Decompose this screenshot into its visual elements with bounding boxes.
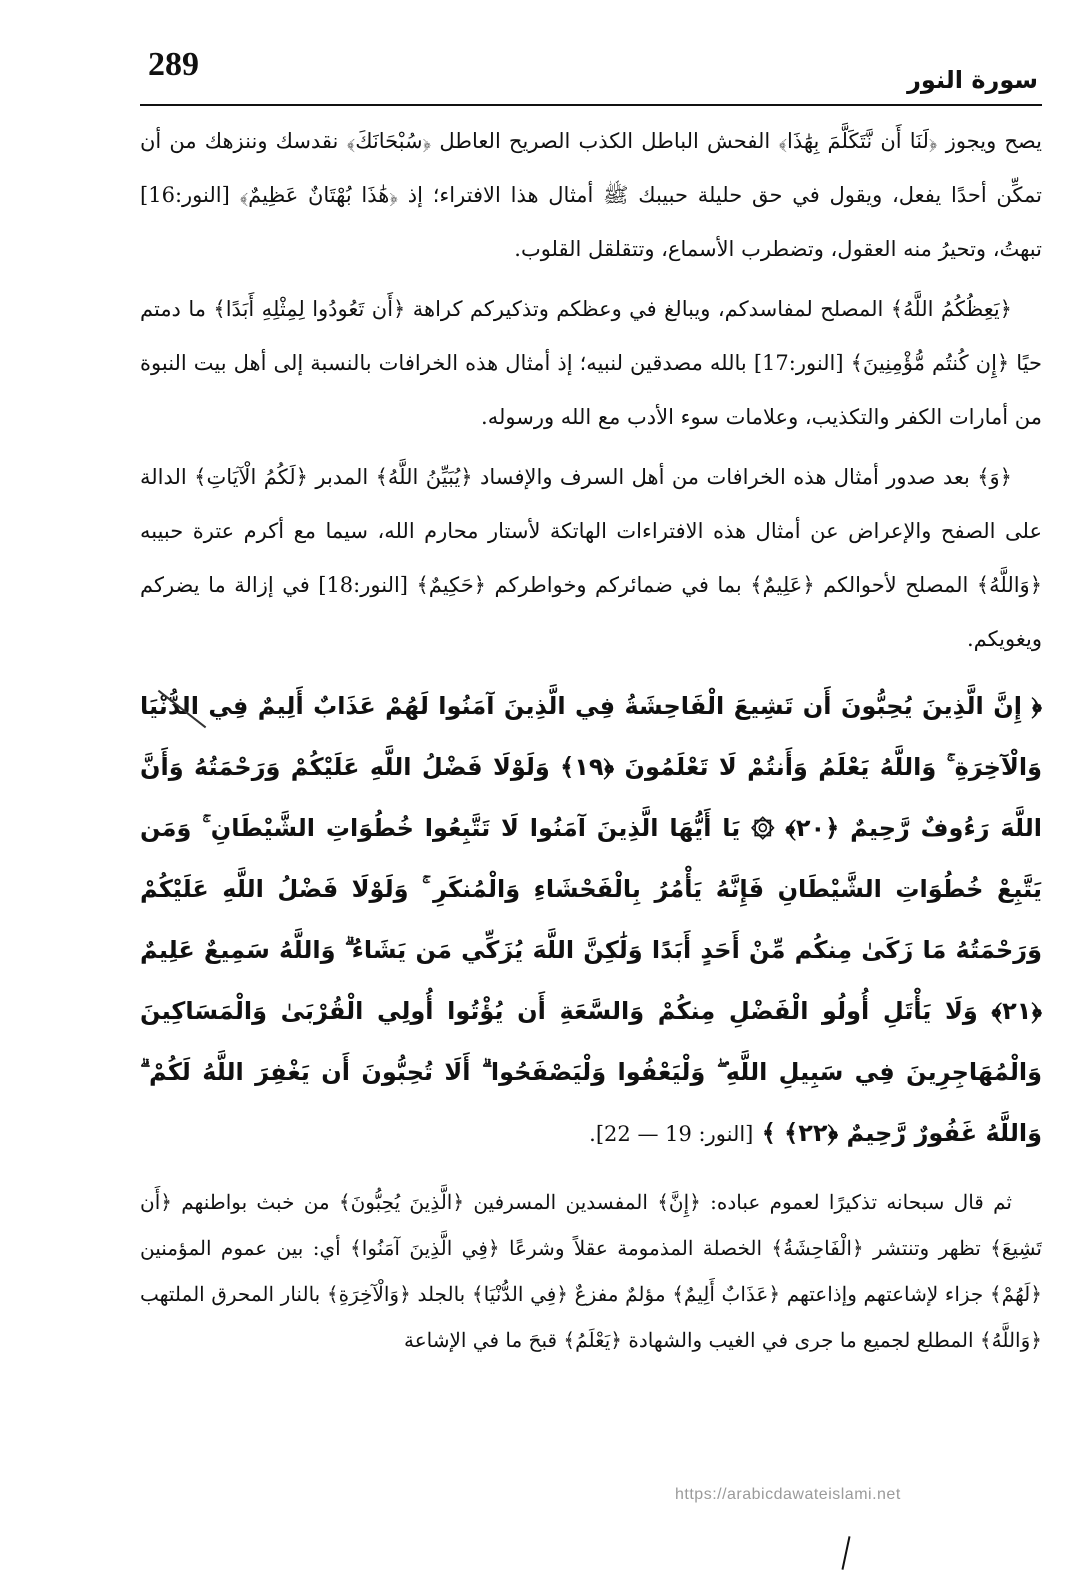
quran-verses-block (140, 676, 1042, 1165)
header-rule (140, 104, 1042, 106)
bottom-stroke (841, 1536, 850, 1570)
paragraph-2: ﴿يَعِظُكُمُ اللَّهُ﴾ المصلح لمفاسدكم، ويبالغ في وعظكم وتذكيركم كراهة ﴿أَن تَعُودُوا لِمِثْلِهِ أَبَدًا﴾ ما دمتم حيًا ﴿إِن كُنتُم مُّؤْمِنِينَ﴾ [النور:17] بالله مصدقين لنبيه؛ إذ أمثال هذه الخرافات بالنسبة إلى أهل بيت النبوة من أمارات الكفر والتكذيب، وعلامات سوء الأدب مع الله ورسوله. (140, 297, 1042, 429)
watermark: https://arabicdawateislami.net (675, 1486, 901, 1503)
paragraph-1: يصح ويجوز ﴿لَنَا أَن نَّتَكَلَّمَ بِهَٰذَا﴾ الفحش الباطل الكذب الصريح العاطل ﴿سُبْحَانَكَ﴾ نقدسك وننزهك من أن تمكِّن أحدًا يفعل، ويقول في حق حليلة حبيبك ﷺ أمثال هذا الافتراء؛ إذ ﴿هَٰذَا بُهْتَانٌ عَظِيمٌ﴾ [النور:16] تبهتُ، وتحيرُ منه العقول، وتضطرب الأسماع، وتتقلقل القلوب. (140, 129, 1042, 261)
surah-title: سورة النور (907, 66, 1038, 94)
commentary-paragraph: ثم قال سبحانه تذكيرًا لعموم عباده: ﴿إِنَّ﴾ المفسدين المسرفين ﴿الَّذِينَ يُحِبُّونَ﴾ من خبث بواطنهم ﴿أَن تَشِيعَ﴾ تظهر وتنتشر ﴿الْفَاحِشَةُ﴾ الخصلة المذمومة عقلاً وشرعًا ﴿فِي الَّذِينَ آمَنُوا﴾ أي: بين عموم المؤمنين ﴿لَهُمْ﴾ جزاء لإشاعتهم وإذاعتهم ﴿عَذَابٌ أَلِيمٌ﴾ مؤلمٌ مفزعٌ ﴿فِي الدُّنْيَا﴾ بالجلد ﴿وَالْآخِرَةِ﴾ بالنار المحرق الملتهب ﴿وَاللَّهُ﴾ المطلع لجميع ما جرى في الغيب والشهادة ﴿يَعْلَمُ﴾ قبحَ ما في الإشاعة (140, 1190, 1042, 1352)
page-number: 289 (148, 46, 199, 83)
page-body (140, 114, 1042, 1481)
paragraph-3: ﴿وَ﴾ بعد صدور أمثال هذه الخرافات من أهل السرف والإفساد ﴿يُبَيِّنُ اللَّهُ﴾ المدبر ﴿لَكُمُ الْآيَاتِ﴾ الدالة على الصفح والإعراض عن أمثال هذه الافتراءات الهاتكة لأستار محارم الله، سيما مع أكرم عترة حبيبه ﴿وَاللَّهُ﴾ المصلح لأحوالكم ﴿عَلِيمٌ﴾ بما في ضمائركم وخواطركم ﴿حَكِيمٌ﴾ [النور:18] في إزالة ما يضركم ويغويكم. (140, 465, 1042, 651)
quran-verses-text: ﴿ إِنَّ الَّذِينَ يُحِبُّونَ أَن تَشِيعَ الْفَاحِشَةُ فِي الَّذِينَ آمَنُوا لَهُمْ عَذَابٌ أَلِيمٌ فِي الدُّنْيَا وَالْآخِرَةِ ۚ وَاللَّهُ يَعْلَمُ وَأَنتُمْ لَا تَعْلَمُونَ ﴿١٩﴾ وَلَوْلَا فَضْلُ اللَّهِ عَلَيْكُمْ وَرَحْمَتُهُ وَأَنَّ اللَّهَ رَءُوفٌ رَّحِيمٌ ﴿٢٠﴾ ۞ يَا أَيُّهَا الَّذِينَ آمَنُوا لَا تَتَّبِعُوا خُطُوَاتِ الشَّيْطَانِ ۚ وَمَن يَتَّبِعْ خُطُوَاتِ الشَّيْطَانِ فَإِنَّهُ يَأْمُرُ بِالْفَحْشَاءِ وَالْمُنكَرِ ۚ وَلَوْلَا فَضْلُ اللَّهِ عَلَيْكُمْ وَرَحْمَتُهُ مَا زَكَىٰ مِنكُم مِّنْ أَحَدٍ أَبَدًا وَلَٰكِنَّ اللَّهَ يُزَكِّي مَن يَشَاءُ ۗ وَاللَّهُ سَمِيعٌ عَلِيمٌ ﴿٢١﴾ وَلَا يَأْتَلِ أُولُو الْفَضْلِ مِنكُمْ وَالسَّعَةِ أَن يُؤْتُوا أُولِي الْقُرْبَىٰ وَالْمَسَاكِينَ وَالْمُهَاجِرِينَ فِي سَبِيلِ اللَّهِ ۖ وَلْيَعْفُوا وَلْيَصْفَحُوا ۗ أَلَا تُحِبُّونَ أَن يَغْفِرَ اللَّهُ لَكُمْ ۗ وَاللَّهُ غَفُورٌ رَّحِيمٌ ﴿٢٢﴾ ﴾ (140, 692, 1042, 1147)
verse-reference: [النور: 19 — 22]. (589, 1122, 754, 1146)
